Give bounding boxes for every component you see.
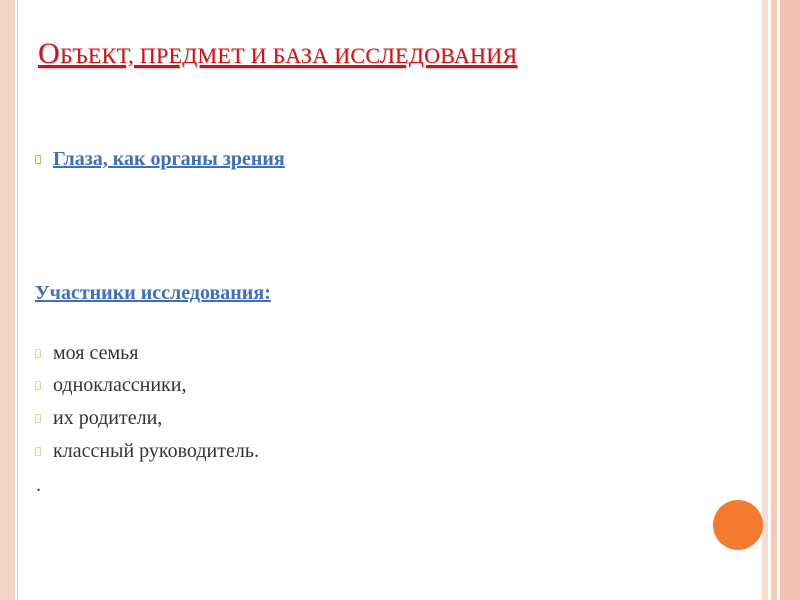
- participant-item: [35, 440, 259, 463]
- object-item-text: Глаза, как органы зрения: [53, 148, 285, 170]
- decorative-circle: [713, 500, 763, 550]
- title-first-word-rest: БЪЕКТ,: [59, 43, 134, 68]
- participant-text: одноклассники,: [53, 374, 187, 396]
- participant-text: моя семья: [53, 342, 139, 364]
- participant-item: [35, 407, 162, 430]
- slide-title: [38, 37, 517, 71]
- participant-item: [35, 374, 186, 397]
- square-bullet-icon: [35, 155, 41, 164]
- trailing-dot: .: [36, 474, 41, 496]
- left-frame-line: [17, 0, 18, 600]
- title-rest: ПРЕДМЕТ И БАЗА ИССЛЕДОВАНИЯ: [133, 43, 518, 68]
- right-frame-stripes: [762, 0, 800, 600]
- participant-item: [35, 342, 138, 365]
- object-list-item: [35, 148, 285, 171]
- participants-heading: Участники исследования:: [35, 282, 271, 304]
- square-bullet-icon: [35, 349, 41, 358]
- square-bullet-icon: [35, 414, 41, 423]
- square-bullet-icon: [35, 447, 41, 456]
- square-bullet-icon: [35, 381, 41, 390]
- left-frame-stripe: [0, 0, 15, 600]
- title-first-letter: О: [38, 37, 60, 70]
- participant-text: классный руководитель.: [53, 440, 259, 462]
- participant-text: их родители,: [53, 407, 163, 429]
